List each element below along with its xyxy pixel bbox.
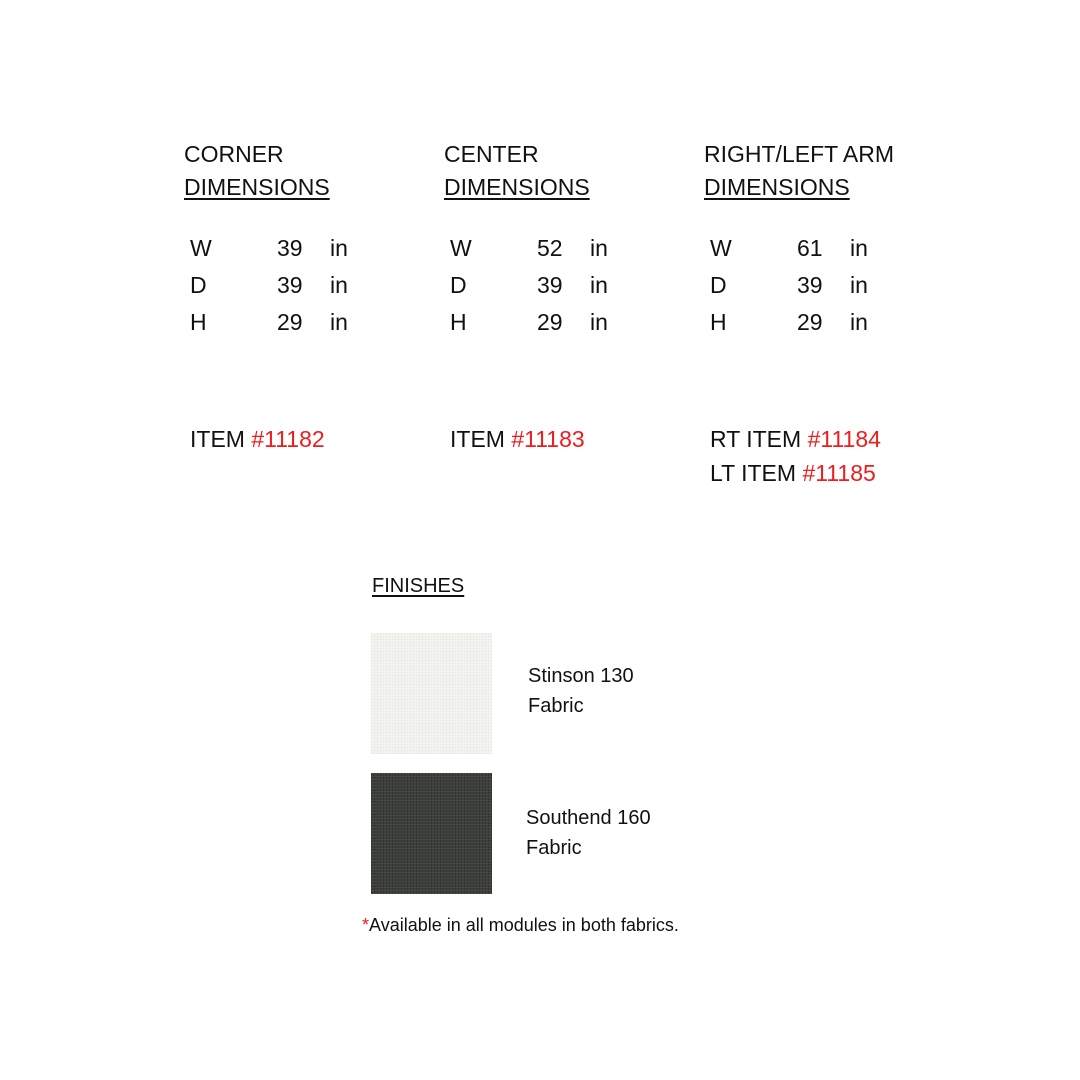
fabric-type: Fabric xyxy=(526,837,582,859)
dimension-label: D xyxy=(190,272,207,298)
center-heading xyxy=(444,138,684,204)
item-number: #11183 xyxy=(511,426,585,452)
finishes-title: FINISHES xyxy=(372,575,465,597)
dimension-value: 39 xyxy=(537,272,563,298)
dimension-value: 52 xyxy=(537,235,563,261)
dimension-unit: in xyxy=(590,235,608,261)
center-heading-line2: DIMENSIONS xyxy=(444,174,590,200)
item-prefix: LT ITEM xyxy=(710,460,803,486)
dimension-value: 39 xyxy=(277,272,303,298)
dimension-value: 39 xyxy=(797,272,823,298)
note-asterisk: * xyxy=(362,915,370,935)
fabric-swatch-stinson xyxy=(371,633,492,754)
dimension-value: 29 xyxy=(797,309,823,335)
arm-heading xyxy=(704,138,944,204)
dimension-unit: in xyxy=(590,272,608,298)
item-number: #11185 xyxy=(802,460,876,486)
corner-item-list xyxy=(190,422,325,456)
fabric-label-southend xyxy=(526,803,651,863)
item-number-line xyxy=(450,422,585,456)
dimension-label: H xyxy=(190,309,207,335)
center-item-list xyxy=(450,422,585,456)
dimension-label: H xyxy=(710,309,727,335)
item-number-line xyxy=(190,422,325,456)
arm-module xyxy=(704,138,944,486)
fabric-type: Fabric xyxy=(528,695,584,717)
dimension-unit: in xyxy=(330,309,348,335)
dimension-label: W xyxy=(710,235,732,261)
dimension-label: H xyxy=(450,309,467,335)
fabric-label-stinson xyxy=(528,661,634,721)
dimension-unit: in xyxy=(590,309,608,335)
fabric-name: Southend 160 xyxy=(526,807,651,829)
dimension-label: D xyxy=(710,272,727,298)
corner-heading-line1: CORNER xyxy=(184,141,284,167)
center-module xyxy=(444,138,684,452)
dimension-unit: in xyxy=(850,309,868,335)
corner-module xyxy=(184,138,424,452)
arm-item-list xyxy=(710,422,881,490)
corner-heading-line2: DIMENSIONS xyxy=(184,174,330,200)
arm-heading-line1: RIGHT/LEFT ARM xyxy=(704,141,894,167)
dimension-unit: in xyxy=(850,235,868,261)
dimension-value: 29 xyxy=(537,309,563,335)
center-heading-line1: CENTER xyxy=(444,141,539,167)
dimension-unit: in xyxy=(850,272,868,298)
dimension-unit: in xyxy=(330,235,348,261)
dimension-value: 29 xyxy=(277,309,303,335)
dimension-value: 39 xyxy=(277,235,303,261)
dimension-label: D xyxy=(450,272,467,298)
dimension-value: 61 xyxy=(797,235,823,261)
item-number-line xyxy=(710,422,881,456)
item-prefix: RT ITEM xyxy=(710,426,808,452)
fabric-swatch-southend xyxy=(371,773,492,894)
corner-heading xyxy=(184,138,424,204)
arm-heading-line2: DIMENSIONS xyxy=(704,174,850,200)
dimension-unit: in xyxy=(330,272,348,298)
dimension-label: W xyxy=(190,235,212,261)
item-prefix: ITEM xyxy=(190,426,252,452)
dimension-label: W xyxy=(450,235,472,261)
fabric-name: Stinson 130 xyxy=(528,665,634,687)
item-number: #11184 xyxy=(807,426,881,452)
note-text: Available in all modules in both fabrics. xyxy=(369,915,679,935)
item-number-line xyxy=(710,456,881,490)
item-prefix: ITEM xyxy=(450,426,512,452)
item-number: #11182 xyxy=(251,426,325,452)
availability-note xyxy=(362,915,679,936)
